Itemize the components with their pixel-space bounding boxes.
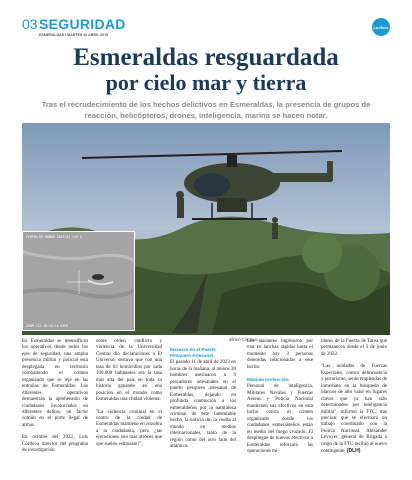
- drone-hud-top: CENTRO DE MANDO 2019-04 CAM-2: [26, 235, 82, 239]
- article-column-5: [321, 339, 387, 462]
- paragraph: En Esmeraldas se intensifican los operativos desde todos los ejes de seguridad, una amplia presencia militar y policial está desplegada en territorio combatiendo el crimen organizado que se teje en las entrañas de Esmeraldas. Los diferentes operativos demuestran la aprehensión de ciudadanos involucrados en diferentes delitos, un factor común en el porte ilegal de armas.: [22, 339, 88, 428]
- paragraph: Los atacantes ingresaron por mar en lanchas rápidas hasta el momento hay 3 personas detenidas relacionadas a este hecho.: [247, 339, 313, 370]
- paragraph: [321, 364, 387, 455]
- subheading-protection: Máxima protección: [247, 377, 289, 383]
- headline: [0, 45, 412, 95]
- photo-caption-fragment: afirmó Córdova.: [229, 337, 259, 342]
- drone-footage-illustration: [23, 232, 135, 331]
- page-header: [22, 16, 392, 38]
- paragraph: "La violencia criminal en el centro de la ciudad de Esmeraldas mantiene en zozobra a la ciudadanía, pero ¿las ejecuciones son más atroces que que suelen estimarse?",: [96, 409, 162, 447]
- subhead: Tras el recrudecimiento de los hechos delictivos en Esmeraldas, la presencia de grupos de reacción, helicópteros, drones, inteligencia, marina se hacen notar.: [41, 100, 371, 120]
- section-title: SEGURIDAD: [39, 16, 126, 32]
- headline-line-1: Esmeraldas resguardada: [73, 44, 339, 71]
- byline: (DLH): [346, 448, 361, 455]
- paragraph: sobre orden, conflicto y violencia de la Universidad Central dio declaraciones a El Universo, sostuvo que con una tasa de 63 homicidios por cada 100.000 habitantes era la tasa más alta del país en toda su historia ganando así una posición en el mundo como Esmeraldas una ciudad violenta.: [96, 339, 162, 403]
- subheading-massacre: Masacre en el Puerto Pesquero Artesanal: [170, 347, 216, 359]
- paragraph: litares de la Fuerza de Tarea que permanecen desde el 3 de junio de 2022.: [321, 339, 387, 357]
- dateline: ESMERALDAS / MARTES 16 ABRIL 2019: [39, 33, 109, 37]
- paragraph-text: "Las unidades de Fuerzas Especiales, contra delincuencia y terrorismo, serán empleadas de inmediato en la búsqueda de blancos de alto valor en lugares claves que ya han sido determinados por inteligencia militar", informó la FTC, tras precisar que se efectuará un trabajo coordinado con la Policía Nacional. Alexander Levoyer, general de Brigada a cargo de la FTC recibió al nuevo contingente.: [321, 364, 387, 455]
- drone-hud-bottom: ZOOM 12X 10:42:18 EXPO: [26, 324, 69, 328]
- article-column-2: [96, 339, 162, 454]
- newspaper-logo: La Hora: [372, 18, 390, 36]
- headline-line-2: por cielo mar y tierra: [105, 70, 307, 95]
- paragraph: El pasado 11 de abril de 2023 en horas de la mañana, al menos 30 hombres asesinaron a 9 pescadores artesanales en el puerto pesquero artesanal de Esmeraldas, dejando en profunda conmoción a los esmeraldeños por la naturaleza criminal de este lamentable hecho, la noticia dio la vuelta al mundo en medios internacionales, tanto de la región como del otro lado del atlántico.: [170, 360, 236, 450]
- drone-footage-inset: [22, 231, 135, 331]
- article-column-4: [247, 339, 313, 461]
- paragraph: En octubre del 2022, Luis Córdova director del programa de investigación: [22, 435, 88, 454]
- paragraph: Personal de inteligencia, Militares Navales y Fuerzas Aéreas y Policía Nacional mantienen sus efectivos en esta lucha contra el crimen organizado donde los ciudadanos esmeraldeños están en medio del fuego cruzado. El despliegue de nuevos efectivos a Esmeraldas reforzará las operaciones mi-: [247, 384, 313, 454]
- article-column-1: [22, 339, 88, 461]
- article-column-3: [170, 347, 236, 457]
- page-number: 03: [22, 16, 38, 32]
